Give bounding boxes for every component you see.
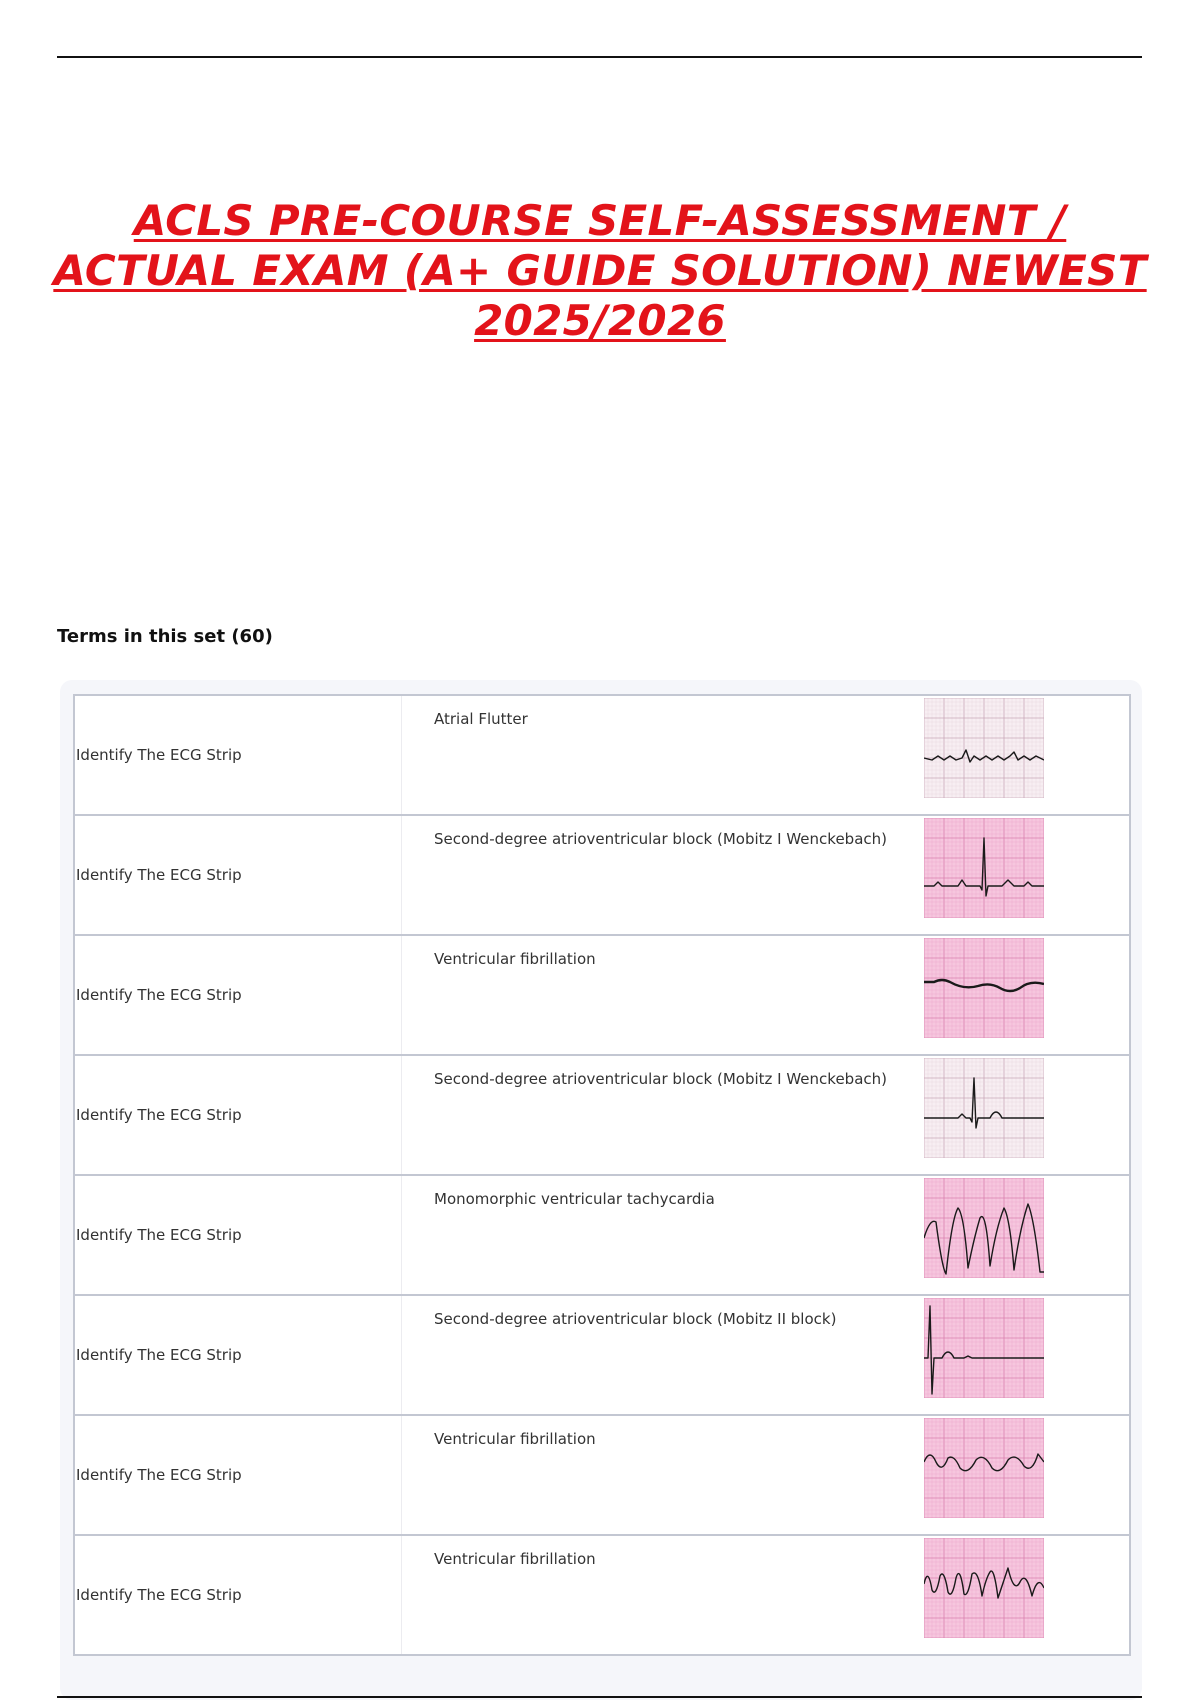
table-row <box>75 1056 1129 1176</box>
definition-text: Ventricular fibrillation <box>434 950 596 968</box>
title-line-1: ACLS PRE-COURSE SELF-ASSESSMENT / <box>133 196 1067 245</box>
definition-text: Ventricular fibrillation <box>434 1550 596 1568</box>
table-row <box>75 1176 1129 1296</box>
mobitz-i-ecg-strip <box>924 818 1044 918</box>
definition-text: Second-degree atrioventricular block (Mobitz I Wenckebach) <box>434 1070 887 1088</box>
term-text: Identify The ECG Strip <box>76 986 242 1004</box>
atrial-flutter-ecg-strip <box>924 698 1044 798</box>
terms-table <box>73 694 1131 1656</box>
vfib-ecg-strip <box>924 1418 1044 1518</box>
vfib-ecg-strip <box>924 938 1044 1038</box>
monomorphic-vt-ecg-strip <box>924 1178 1044 1278</box>
document-title <box>30 196 1170 346</box>
terms-heading: Terms in this set (60) <box>57 626 273 647</box>
title-line-2: ACTUAL EXAM (A+ GUIDE SOLUTION) NEWEST <box>53 246 1147 295</box>
table-row <box>75 696 1129 816</box>
term-text: Identify The ECG Strip <box>76 1346 242 1364</box>
table-row <box>75 1536 1129 1656</box>
term-text: Identify The ECG Strip <box>76 866 242 884</box>
definition-text: Second-degree atrioventricular block (Mobitz I Wenckebach) <box>434 830 887 848</box>
table-row <box>75 936 1129 1056</box>
term-text: Identify The ECG Strip <box>76 1466 242 1484</box>
definition-text: Monomorphic ventricular tachycardia <box>434 1190 715 1208</box>
vfib-ecg-strip <box>924 1538 1044 1638</box>
mobitz-ii-ecg-strip <box>924 1298 1044 1398</box>
table-row <box>75 1416 1129 1536</box>
table-row <box>75 1296 1129 1416</box>
definition-text: Second-degree atrioventricular block (Mobitz II block) <box>434 1310 837 1328</box>
table-row <box>75 816 1129 936</box>
bottom-rule <box>57 1696 1142 1698</box>
definition-text: Ventricular fibrillation <box>434 1430 596 1448</box>
mobitz-i-ecg-strip <box>924 1058 1044 1158</box>
term-text: Identify The ECG Strip <box>76 1586 242 1604</box>
term-text: Identify The ECG Strip <box>76 1226 242 1244</box>
term-text: Identify The ECG Strip <box>76 1106 242 1124</box>
top-rule <box>57 56 1142 58</box>
title-line-3: 2025/2026 <box>474 296 726 345</box>
term-text: Identify The ECG Strip <box>76 746 242 764</box>
definition-text: Atrial Flutter <box>434 710 528 728</box>
